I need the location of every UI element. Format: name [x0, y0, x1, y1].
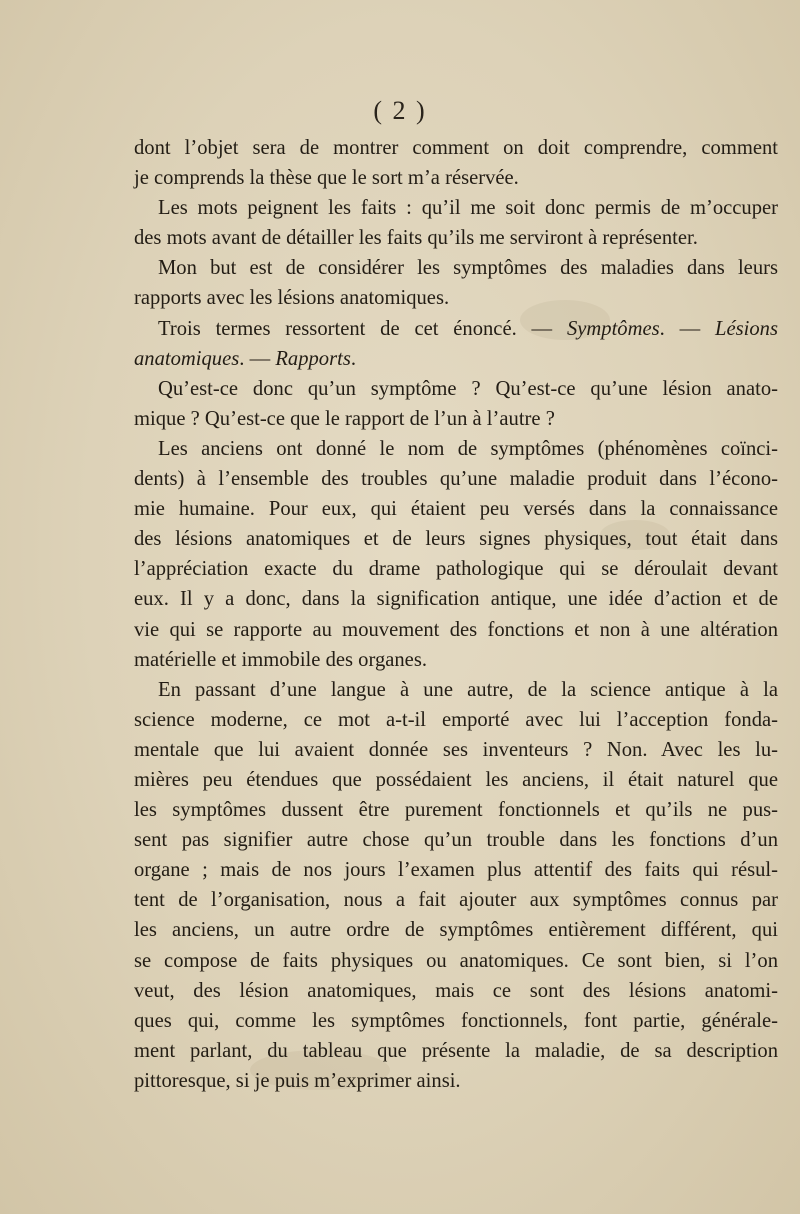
- text-line: [134, 1006, 778, 1036]
- text-line: [134, 645, 778, 675]
- text-run: matérielle et immobile des organes.: [134, 648, 427, 671]
- text-line: [134, 163, 778, 193]
- text-run: Les anciens ont donné le nom de symptômes (phénomènes coïnci-: [158, 437, 778, 460]
- text-line: [134, 705, 778, 735]
- text-line: [134, 584, 778, 614]
- text-run: vie qui se rapporte au mouvement des fonctions et non à une altération: [134, 618, 778, 641]
- page-number: ( 2 ): [373, 96, 427, 125]
- text-line: [134, 223, 778, 253]
- text-line: [134, 765, 778, 795]
- text-run: ment parlant, du tableau que présente la maladie, de sa description: [134, 1039, 778, 1062]
- text-run: je comprends la thèse que le sort m’a réservée.: [134, 167, 519, 190]
- text-run: des lésions anatomiques et de leurs signes physiques, tout était dans: [134, 528, 778, 551]
- text-line: [134, 434, 778, 464]
- text-run: tent de l’organisation, nous a fait ajouter aux symptômes connus par: [134, 889, 778, 912]
- text-run: l’appréciation exacte du drame pathologique qui se déroulait devant: [134, 558, 778, 581]
- text-run: En passant d’une langue à une autre, de la science antique à la: [158, 678, 778, 701]
- text-run: . —: [659, 317, 716, 340]
- text-line: [134, 855, 778, 885]
- italic-term: Lésions: [715, 317, 778, 340]
- text-line: [134, 283, 778, 313]
- text-run: dents) à l’ensemble des troubles qu’une maladie produit dans l’écono-: [134, 468, 778, 491]
- text-run: .: [350, 347, 356, 370]
- italic-term: anatomiques: [134, 347, 240, 370]
- text-run: mique ? Qu’est-ce que le rapport de l’un à l’autre ?: [134, 407, 555, 430]
- text-line: [134, 946, 778, 976]
- text-line: [134, 374, 778, 404]
- text-line: [134, 795, 778, 825]
- text-line: [134, 404, 778, 434]
- text-run: eux. Il y a donc, dans la signification antique, une idée d’action et de: [134, 588, 778, 611]
- text-run: veut, des lésion anatomiques, mais ce sont des lésions anatomi-: [134, 979, 778, 1002]
- text-run: mie humaine. Pour eux, qui étaient peu versés dans la connaissance: [134, 498, 778, 521]
- text-line: [134, 615, 778, 645]
- text-run: mières peu étendues que possédaient les anciens, il était naturel que: [134, 768, 778, 791]
- text-line: [134, 344, 778, 374]
- text-line: [134, 1066, 778, 1096]
- text-run: rapports avec les lésions anatomiques.: [134, 287, 450, 310]
- text-line: [134, 464, 778, 494]
- text-run: se compose de faits physiques ou anatomiques. Ce sont bien, si l’on: [134, 949, 778, 972]
- italic-term: Rapports: [275, 347, 351, 370]
- text-run: mentale que lui avaient donnée ses inventeurs ? Non. Avec les lu-: [134, 738, 778, 761]
- text-run: Mon but est de considérer les symptômes des maladies dans leurs: [158, 257, 778, 280]
- text-line: [134, 825, 778, 855]
- text-run: sent pas signifier autre chose qu’un trouble dans les fonctions d’un: [134, 829, 778, 852]
- text-run: des mots avant de détailler les faits qu’ils me serviront à représenter.: [134, 227, 698, 250]
- text-line: [134, 885, 778, 915]
- text-run: organe ; mais de nos jours l’examen plus attentif des faits qui résul-: [134, 859, 778, 882]
- text-run: les symptômes dussent être purement fonctionnels et qu’ils ne pus-: [134, 799, 778, 822]
- text-line: [134, 193, 778, 223]
- text-run: les anciens, un autre ordre de symptômes entièrement différent, qui: [134, 919, 778, 942]
- text-run: Trois termes ressortent de cet énoncé. —: [158, 317, 567, 340]
- italic-term: Symptômes: [566, 317, 660, 340]
- text-line: [134, 735, 778, 765]
- text-run: dont l’objet sera de montrer comment on doit comprendre, comment: [134, 137, 778, 159]
- text-line: [134, 253, 778, 283]
- text-run: Les mots peignent les faits : qu’il me soit donc permis de m’occuper: [158, 197, 778, 220]
- text-line: [134, 675, 778, 705]
- text-run: science moderne, ce mot a-t-il emporté avec lui l’acception fonda-: [134, 708, 778, 731]
- text-line: [134, 1036, 778, 1066]
- text-line: [134, 314, 778, 344]
- body-text: [134, 133, 778, 1096]
- text-line: [134, 915, 778, 945]
- text-line: [134, 976, 778, 1006]
- text-run: pittoresque, si je puis m’exprimer ainsi.: [134, 1069, 461, 1092]
- text-run: ques qui, comme les symptômes fonctionnels, font partie, générale-: [134, 1009, 778, 1032]
- text-line: [134, 494, 778, 524]
- text-line: [134, 554, 778, 584]
- text-run: Qu’est-ce donc qu’un symptôme ? Qu’est-ce qu’une lésion anato-: [158, 377, 778, 400]
- text-line: [134, 133, 778, 163]
- text-run: . —: [239, 347, 276, 370]
- text-line: [134, 524, 778, 554]
